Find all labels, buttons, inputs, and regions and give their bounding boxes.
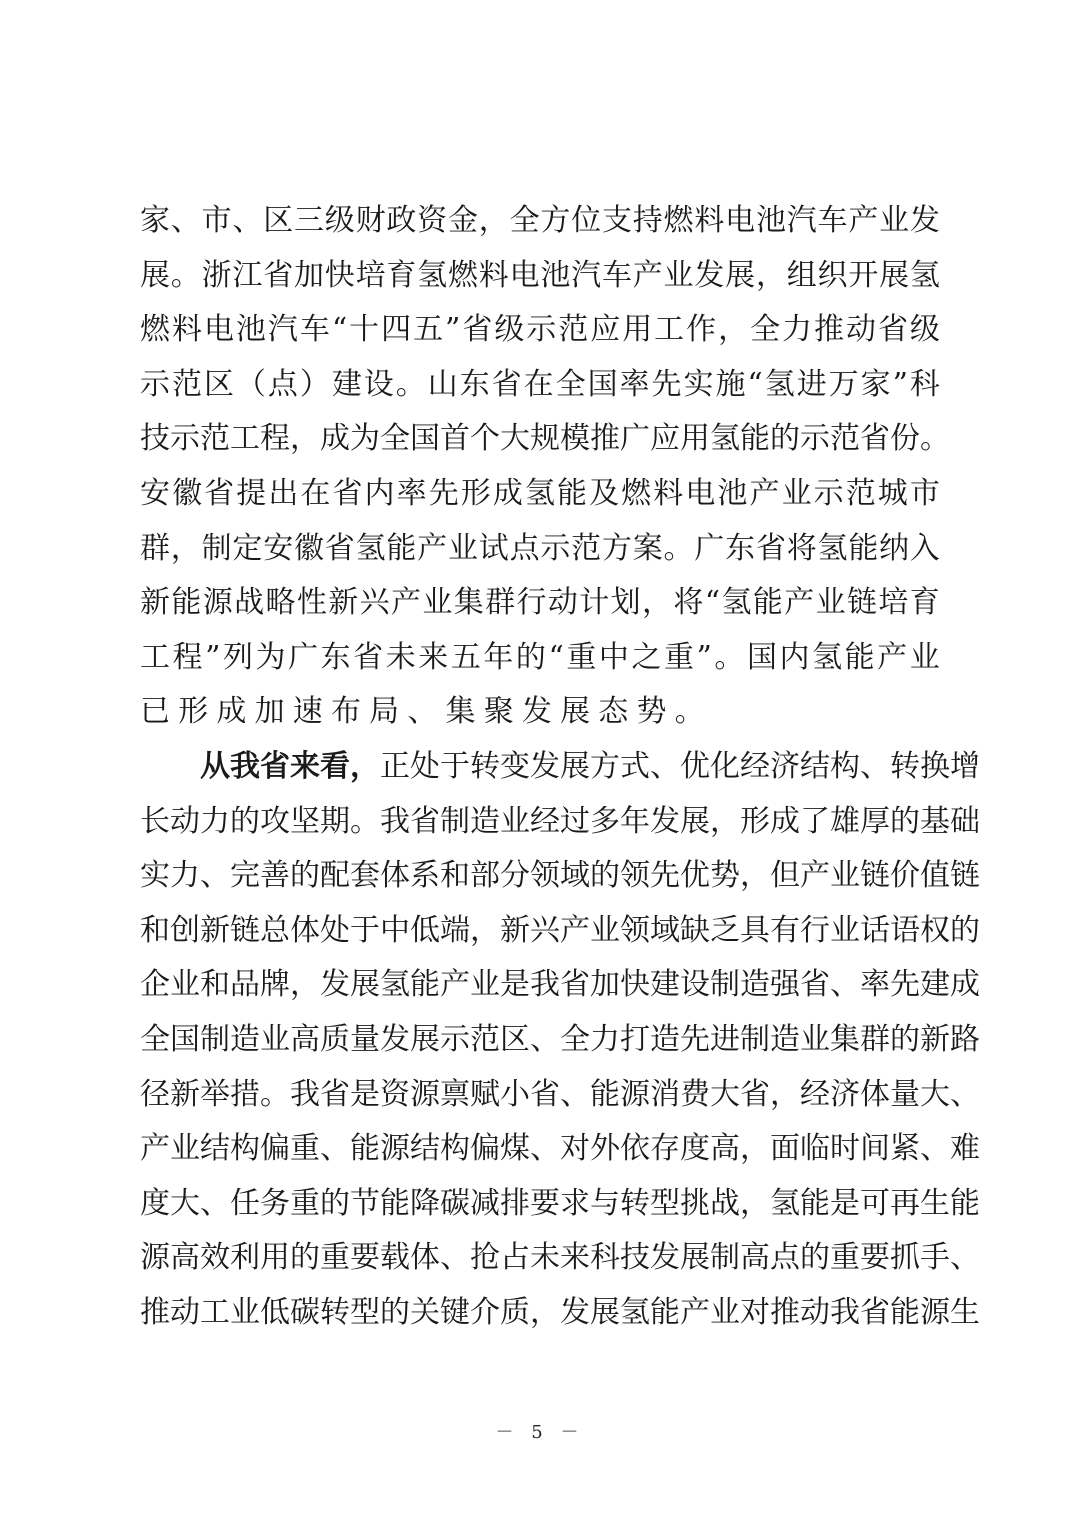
text-line: 工 程 ” 列 为 广 东 省 未 来 五 年 的 “ 重 中 之 重 ” 。 国 内 氢 能 产 业 <box>140 639 940 675</box>
text-line: 技 示 范 工 程 ， 成 为 全 国 首 个 大 规 模 推 广 应 用 氢 能 的 示 范 省 份 。 <box>140 421 950 457</box>
text-line: 源 高 效 利 用 的 重 要 载 体 、 抢 占 未 来 科 技 发 展 制 高 点 的 重 要 抓 手 、 <box>140 1240 980 1276</box>
text-line: 燃 料 电 池 汽 车 “ 十 四 五 ” 省 级 示 范 应 用 工 作 ， 全 力 推 动 省 级 <box>140 312 940 348</box>
paragraph-2-first-line: 从 我 省 来 看 ， 正 处 于 转 变 发 展 方 式 、 优 化 经 济 结 构 、 转 换 增 <box>200 748 980 784</box>
text-line: 推 动 工 业 低 碳 转 型 的 关 键 介 质 ， 发 展 氢 能 产 业 对 推 动 我 省 能 源 生 <box>140 1294 980 1330</box>
paragraph-2 <box>140 740 980 1341</box>
text-line: 实 力 、 完 善 的 配 套 体 系 和 部 分 领 域 的 领 先 优 势 ， 但 产 业 链 价 值 链 <box>140 858 980 894</box>
text-line: 全 国 制 造 业 高 质 量 发 展 示 范 区 、 全 力 打 造 先 进 制 造 业 集 群 的 新 路 <box>140 1021 980 1057</box>
text-line: 群 ， 制 定 安 徽 省 氢 能 产 业 试 点 示 范 方 案 。 广 东 省 将 氢 能 纳 入 <box>140 530 940 566</box>
text-line: 径 新 举 措 。 我 省 是 资 源 禀 赋 小 省 、 能 源 消 费 大 省 ， 经 济 体 量 大 、 <box>140 1076 980 1112</box>
page-number: － 5 － <box>495 1422 585 1443</box>
text-line: 安 徽 省 提 出 在 省 内 率 先 形 成 氢 能 及 燃 料 电 池 产 业 示 范 城 市 <box>140 475 940 511</box>
text-line: 和 创 新 链 总 体 处 于 中 低 端 ， 新 兴 产 业 领 域 缺 乏 具 有 行 业 话 语 权 的 <box>140 912 980 948</box>
text-line: 展 。 浙 江 省 加 快 培 育 氢 燃 料 电 池 汽 车 产 业 发 展 ， 组 织 开 展 氢 <box>140 257 940 293</box>
text-line: 新 能 源 战 略 性 新 兴 产 业 集 群 行 动 计 划 ， 将 “ 氢 能 产 业 链 培 育 <box>140 585 940 621</box>
text-line: 家 、 市 、 区 三 级 财 政 资 金 ， 全 方 位 支 持 燃 料 电 池 汽 车 产 业 发 <box>140 203 940 238</box>
paragraph-1 <box>140 194 950 740</box>
text-line: 度 大 、 任 务 重 的 节 能 降 碳 减 排 要 求 与 转 型 挑 战 ， 氢 能 是 可 再 生 能 <box>140 1185 980 1221</box>
text-line: 长 动 力 的 攻 坚 期 。 我 省 制 造 业 经 过 多 年 发 展 ， 形 成 了 雄 厚 的 基 础 <box>140 803 980 839</box>
text-line: 产 业 结 构 偏 重 、 能 源 结 构 偏 煤 、 对 外 依 存 度 高 ， 面 临 时 间 紧 、 难 <box>140 1131 980 1167</box>
document-body <box>140 194 980 1340</box>
text-line: 企 业 和 品 牌 ， 发 展 氢 能 产 业 是 我 省 加 快 建 设 制 造 强 省 、 率 先 建 成 <box>140 967 980 1003</box>
text-line: 已 形 成 加 速 布 局 、 集 聚 发 展 态 势 。 <box>140 694 705 730</box>
text-line: 示 范 区 （ 点 ） 建 设 。 山 东 省 在 全 国 率 先 实 施 “ 氢 进 万 家 ” 科 <box>140 366 940 402</box>
